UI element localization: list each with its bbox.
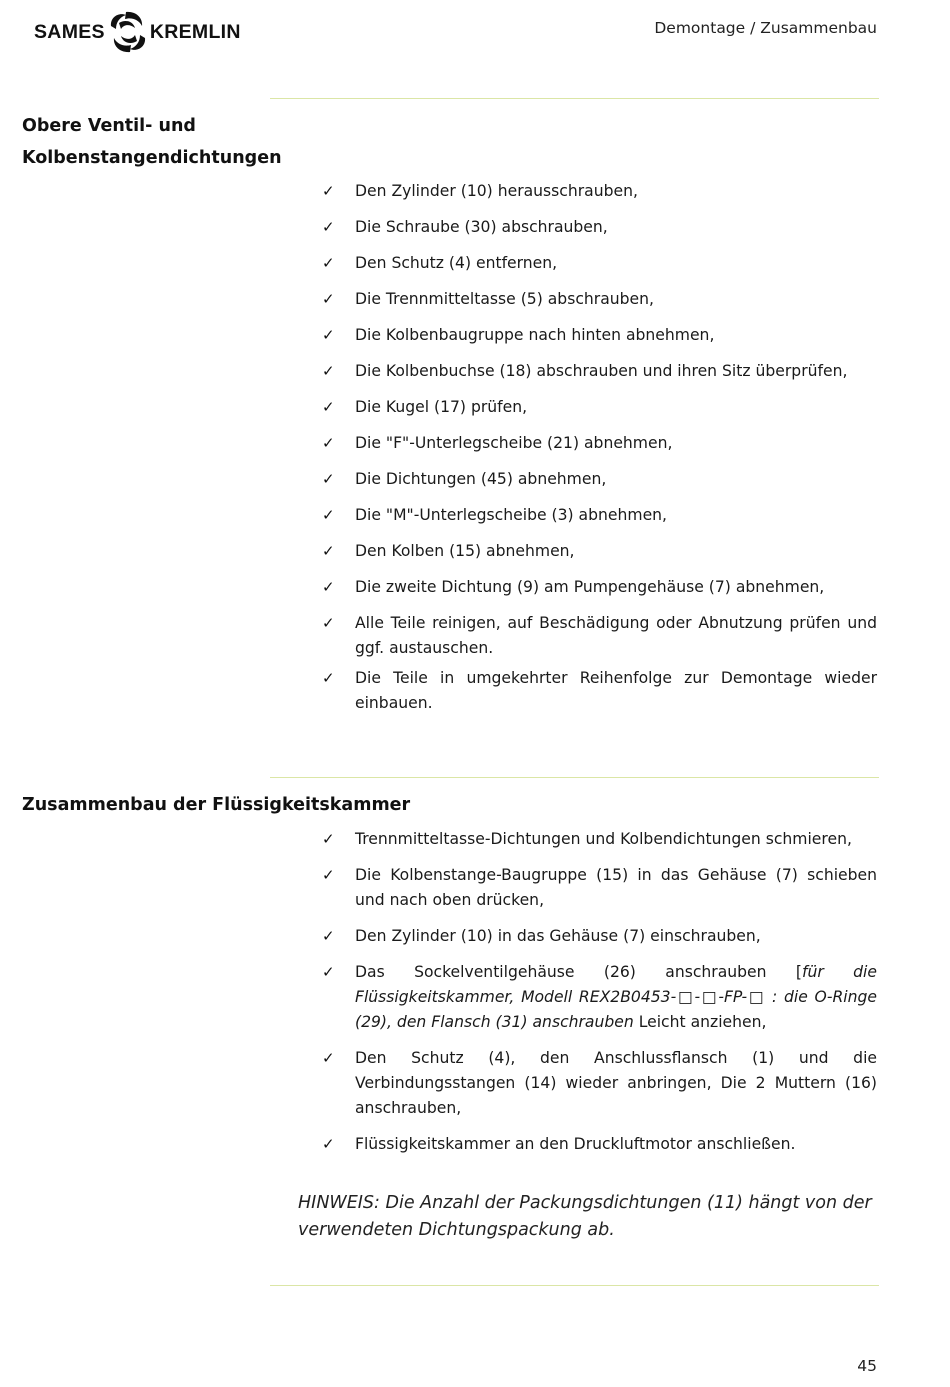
step-item: [320, 179, 877, 204]
step-text: Die Kolbenbaugruppe nach hinten abnehmen,: [355, 326, 715, 344]
step-text: Die "M"-Unterlegscheibe (3) abnehmen,: [355, 506, 667, 524]
step-item: [320, 323, 877, 348]
step-item: [320, 467, 877, 492]
page-number: 45: [857, 1357, 877, 1375]
step-text: Die Teile in umgekehrter Reihenfolge zur Demontage wieder einbauen.: [355, 669, 877, 712]
checkmark-icon: ✓: [322, 1049, 335, 1067]
step-text: Den Zylinder (10) in das Gehäuse (7) einschrauben,: [355, 927, 761, 945]
step-item: [320, 251, 877, 276]
section1-title-line1: Obere Ventil- und: [22, 116, 196, 136]
checkmark-icon: ✓: [322, 362, 335, 380]
step-text: Den Zylinder (10) herausschrauben,: [355, 182, 638, 200]
step-item: [320, 431, 877, 456]
step-text-part: Leicht anziehen,: [633, 1013, 767, 1031]
checkmark-icon: ✓: [322, 963, 335, 981]
step-text: Die Trennmitteltasse (5) abschrauben,: [355, 290, 654, 308]
checkmark-icon: ✓: [322, 506, 335, 524]
step-text: Die Schraube (30) abschrauben,: [355, 218, 608, 236]
swirl-logo-icon: [108, 10, 148, 54]
step-text: Trennmitteltasse-Dichtungen und Kolbendichtungen schmieren,: [355, 830, 852, 848]
step-item: [320, 666, 877, 716]
checkmark-icon: ✓: [322, 218, 335, 236]
checkmark-icon: ✓: [322, 830, 335, 848]
checkmark-icon: ✓: [322, 254, 335, 272]
step-item: [320, 611, 877, 661]
step-text: Die Kolbenstange-Baugruppe (15) in das Gehäuse (7) schieben und nach oben drücken,: [355, 866, 877, 909]
step-text: Den Schutz (4) entfernen,: [355, 254, 558, 272]
section1-title-line2: Kolbenstangendichtungen: [22, 148, 282, 168]
checkmark-icon: ✓: [322, 866, 335, 884]
step-item: [320, 1132, 877, 1157]
step-text: Die "F"-Unterlegscheibe (21) abnehmen,: [355, 434, 673, 452]
section2-step-list: [320, 827, 877, 1168]
checkmark-icon: ✓: [322, 182, 335, 200]
step-item: [320, 960, 877, 1035]
section-divider: [270, 1285, 879, 1286]
step-text: Den Kolben (15) abnehmen,: [355, 542, 575, 560]
step-text: [355, 960, 877, 1035]
note-text: HINWEIS: Die Anzahl der Packungsdichtungen (11) hängt von der verwendeten Dichtungspackung ab.: [298, 1193, 872, 1240]
section-divider: [270, 98, 879, 99]
checkmark-icon: ✓: [322, 326, 335, 344]
step-text: Die zweite Dichtung (9) am Pumpengehäuse (7) abnehmen,: [355, 578, 825, 596]
checkmark-icon: ✓: [322, 927, 335, 945]
company-logo: [34, 6, 241, 58]
section2-title: Zusammenbau der Flüssigkeitskammer: [22, 795, 411, 815]
step-item: [320, 215, 877, 240]
checkmark-icon: ✓: [322, 669, 335, 687]
section-divider: [270, 777, 879, 778]
step-item: [320, 395, 877, 420]
header-title: Demontage / Zusammenbau: [654, 19, 877, 37]
step-item: [320, 539, 877, 564]
logo-word-right: KREMLIN: [149, 20, 241, 43]
step-item: [320, 575, 877, 600]
logo-word-left: SAMES: [34, 20, 105, 43]
step-text: Die Kugel (17) prüfen,: [355, 398, 528, 416]
step-item: [320, 287, 877, 312]
step-text: Den Schutz (4), den Anschlussflansch (1) und die Verbindungsstangen (14) wieder anbringen, Die 2 Muttern (16) anschrauben,: [355, 1049, 877, 1117]
step-text: Die Kolbenbuchse (18) abschrauben und ihren Sitz überprüfen,: [355, 362, 848, 380]
checkmark-icon: ✓: [322, 614, 335, 632]
step-text: Flüssigkeitskammer an den Druckluftmotor anschließen.: [355, 1135, 796, 1153]
checkmark-icon: ✓: [322, 398, 335, 416]
checkmark-icon: ✓: [322, 1135, 335, 1153]
step-item: [320, 359, 877, 384]
section1-step-list: [320, 179, 877, 727]
step-item: [320, 863, 877, 913]
step-item: [320, 827, 877, 852]
checkmark-icon: ✓: [322, 434, 335, 452]
step-text-italic: für die Flüssigkeitskammer, Modell REX2B0453-□-□-FP-□ : die O-Ringe (29), den Flansch (31) anschrauben: [355, 963, 877, 1031]
checkmark-icon: ✓: [322, 470, 335, 488]
checkmark-icon: ✓: [322, 542, 335, 560]
step-text: Alle Teile reinigen, auf Beschädigung oder Abnutzung prüfen und ggf. austauschen.: [355, 614, 877, 657]
checkmark-icon: ✓: [322, 578, 335, 596]
step-text-part: Das Sockelventilgehäuse (26) anschrauben [: [355, 963, 802, 981]
step-item: [320, 924, 877, 949]
checkmark-icon: ✓: [322, 290, 335, 308]
step-text: Die Dichtungen (45) abnehmen,: [355, 470, 607, 488]
step-item: [320, 503, 877, 528]
section1-title: [22, 110, 282, 174]
step-item: [320, 1046, 877, 1121]
